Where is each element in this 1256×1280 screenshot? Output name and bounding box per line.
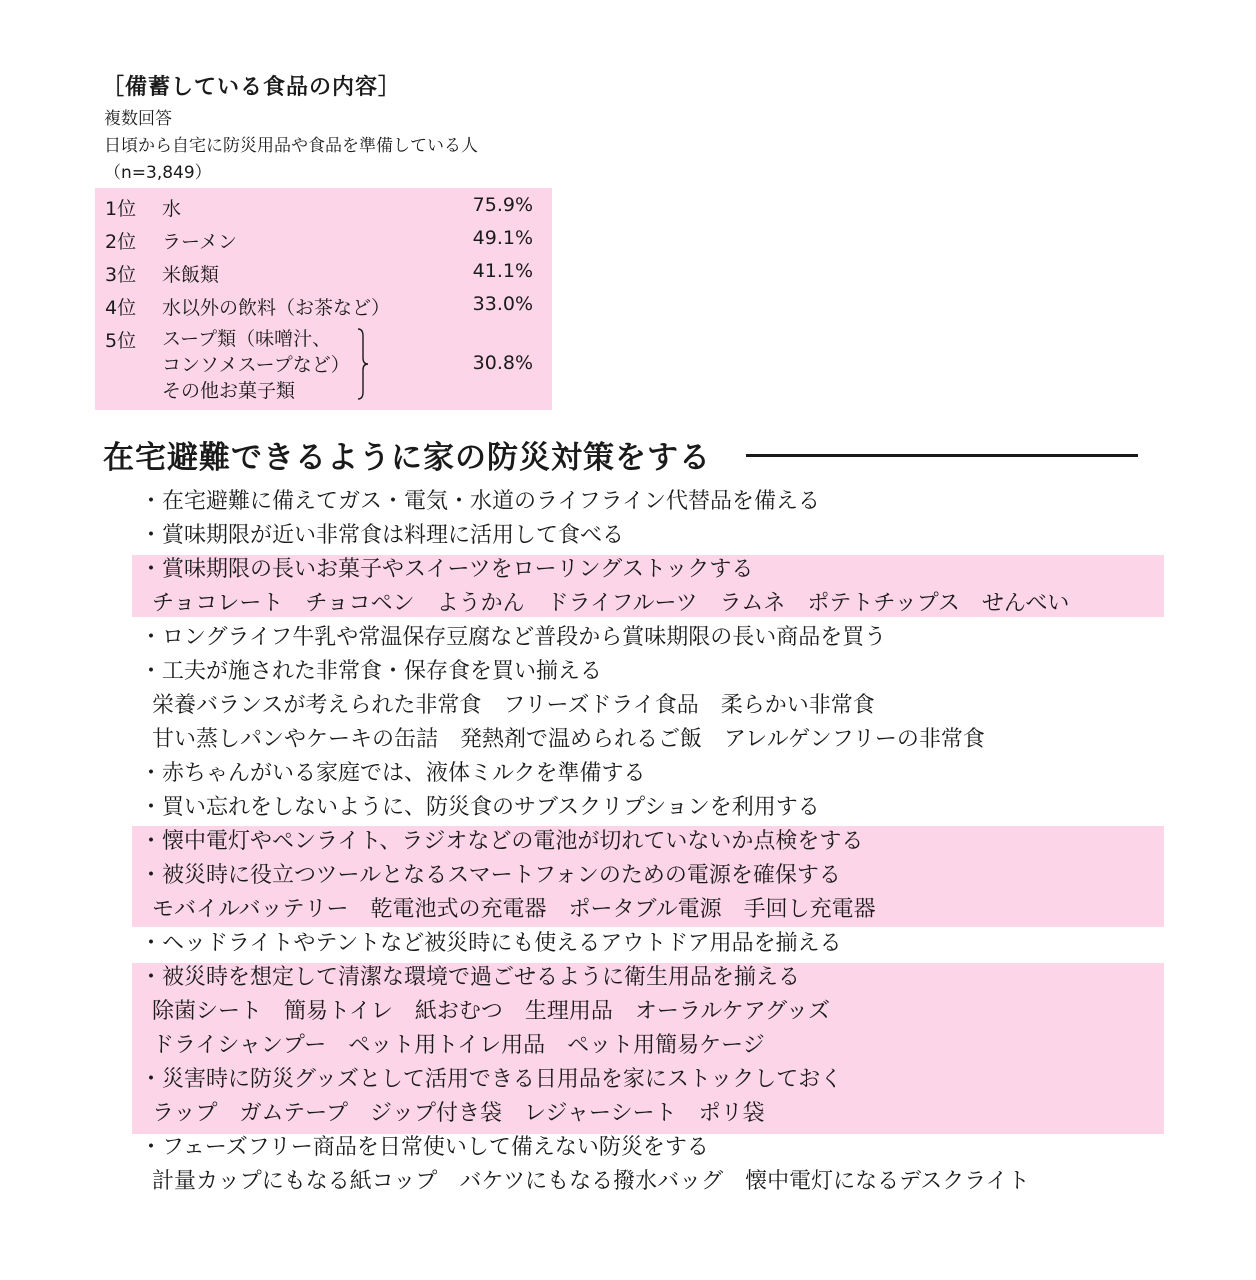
rank-label: 2位 xyxy=(105,231,137,253)
tip-line: ・懐中電灯やペンライト、ラジオなどの電池が切れていないか点検をする xyxy=(140,829,864,854)
tip-line: ・賞味期限が近い非常食は料理に活用して食べる xyxy=(140,523,625,548)
rank-label: 3位 xyxy=(105,264,137,286)
rank-percent: 33.0% xyxy=(472,293,533,315)
tip-detail: 除菌シート 簡易トイレ 紙おむつ 生理用品 オーラルケアグッズ xyxy=(152,999,831,1024)
tip-line: ・工夫が施された非常食・保存食を買い揃える xyxy=(140,659,603,684)
tip-line: ・在宅避難に備えてガス・電気・水道のライフライン代替品を備える xyxy=(140,489,821,514)
brace-icon xyxy=(357,328,369,400)
survey-meta xyxy=(104,106,478,187)
rank-item: 水 xyxy=(162,198,182,220)
ranking-row-5 xyxy=(105,326,533,404)
ranking-row xyxy=(105,227,533,259)
ranking-row xyxy=(105,260,533,292)
survey-note: 複数回答 xyxy=(104,109,172,129)
ranking-box xyxy=(95,188,552,410)
tip-detail: ドライシャンプー ペット用トイレ用品 ペット用簡易ケージ xyxy=(152,1033,765,1058)
tip-line: ・災害時に防災グッズとして活用できる日用品を家にストックしておく xyxy=(140,1067,843,1092)
rank-label: 1位 xyxy=(105,198,137,220)
rank-item: 水以外の飲料（お茶など） xyxy=(162,297,391,319)
tip-line: ・買い忘れをしないように、防災食のサブスクリプションを利用する xyxy=(140,795,820,820)
tip-line: ・赤ちゃんがいる家庭では、液体ミルクを準備する xyxy=(140,761,646,786)
rank-item-group xyxy=(162,326,350,404)
rank-percent: 41.1% xyxy=(472,260,533,282)
heading-rule xyxy=(746,454,1138,457)
tip-detail: ラップ ガムテープ ジップ付き袋 レジャーシート ポリ袋 xyxy=(152,1101,765,1126)
tip-detail: 栄養バランスが考えられた非常食 フリーズドライ食品 柔らかい非常食 xyxy=(152,693,875,718)
rank-item: スープ類（味噌汁、 xyxy=(162,328,332,350)
section-heading: 在宅避難できるように家の防災対策をする xyxy=(103,440,711,476)
tip-line: ・被災時に役立つツールとなるスマートフォンのための電源を確保する xyxy=(140,863,841,888)
survey-respondents: 日頃から自宅に防災用品や食品を準備している人 xyxy=(104,136,478,156)
rank-item: 米飯類 xyxy=(162,264,220,286)
tip-line: ・ヘッドライトやテントなど被災時にも使えるアウトドア用品を揃える xyxy=(140,931,842,956)
survey-title: ［備蓄している食品の内容］ xyxy=(102,75,402,100)
ranking-row xyxy=(105,194,533,226)
tips-list xyxy=(140,485,1069,1199)
rank-item: コンソメスープなど） xyxy=(162,354,350,376)
tip-line: ・フェーズフリー商品を日常使いして備えない防災をする xyxy=(140,1135,709,1160)
tip-line: ・賞味期限の長いお菓子やスイーツをローリングストックする xyxy=(140,557,754,582)
tip-detail: モバイルバッテリー 乾電池式の充電器 ポータブル電源 手回し充電器 xyxy=(152,897,876,922)
rank-item: ラーメン xyxy=(162,231,238,253)
tip-detail: 計量カップにもなる紙コップ バケツにもなる撥水バッグ 懐中電灯になるデスクライト xyxy=(152,1169,1030,1194)
rank-label: 5位 xyxy=(105,330,137,352)
tip-line: ・ロングライフ牛乳や常温保存豆腐など普段から賞味期限の長い商品を買う xyxy=(140,625,887,650)
tip-detail: 甘い蒸しパンやケーキの缶詰 発熱剤で温められるご飯 アレルゲンフリーの非常食 xyxy=(152,727,985,752)
rank-percent: 75.9% xyxy=(472,194,533,216)
tip-line: ・被災時を想定して清潔な環境で過ごせるように衛生用品を揃える xyxy=(140,965,801,990)
ranking-row xyxy=(105,293,533,325)
tip-detail: チョコレート チョコペン ようかん ドライフルーツ ラムネ ポテトチップス せんべい xyxy=(152,591,1070,616)
rank-percent: 30.8% xyxy=(472,352,533,374)
rank-item: その他お菓子類 xyxy=(162,380,296,402)
survey-sample-size: （n=3,849） xyxy=(104,163,212,183)
rank-label: 4位 xyxy=(105,297,137,319)
rank-percent: 49.1% xyxy=(472,227,533,249)
